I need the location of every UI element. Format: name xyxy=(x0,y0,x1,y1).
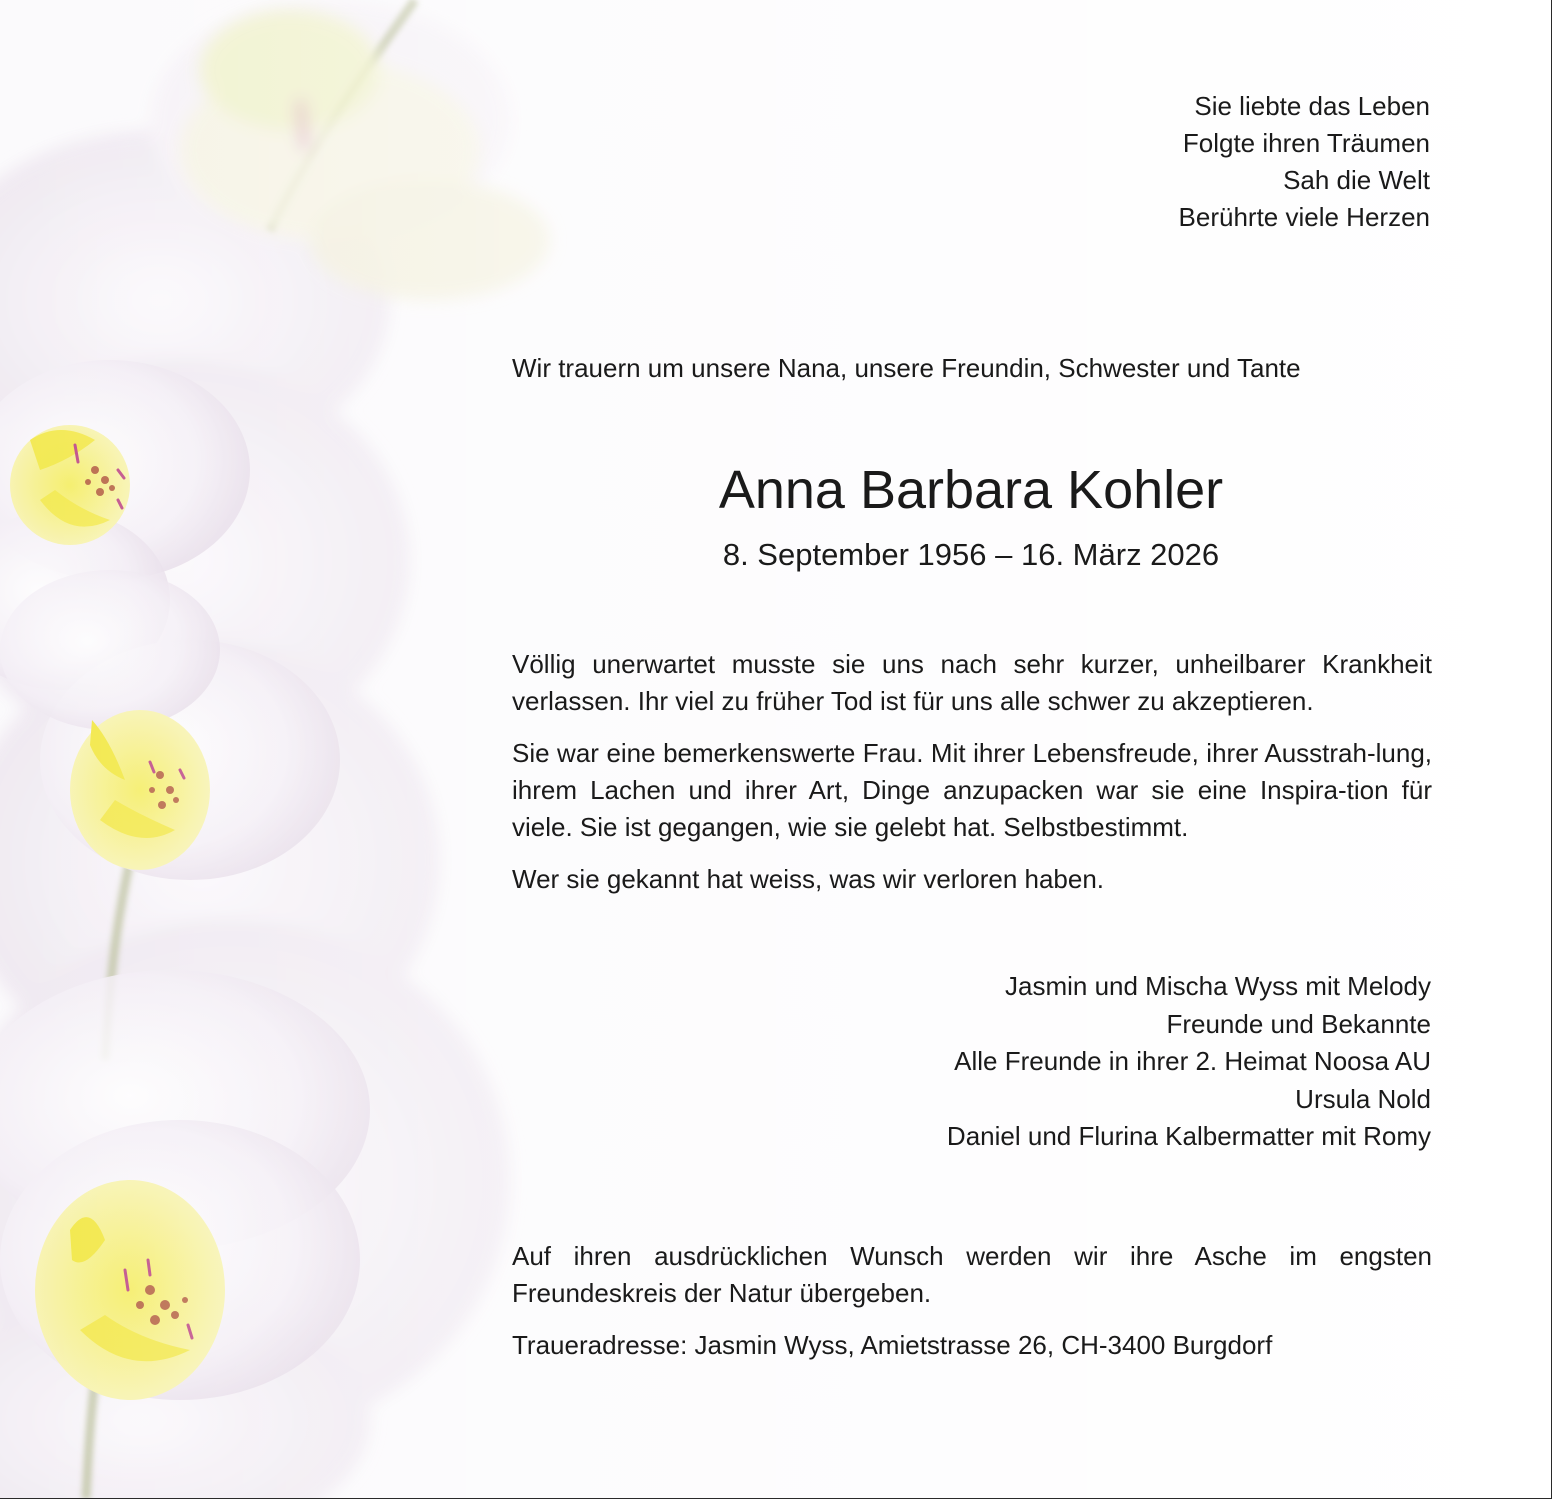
signers-list xyxy=(947,968,1431,1156)
signer: Alle Freunde in ihrer 2. Heimat Noosa AU xyxy=(954,1046,1431,1076)
signer: Ursula Nold xyxy=(1295,1083,1431,1114)
closing-notes xyxy=(512,1238,1432,1379)
poem-line: Sie liebte das Leben xyxy=(1194,91,1430,121)
poem xyxy=(1179,88,1430,236)
poem-line: Sah die Welt xyxy=(1283,165,1430,195)
life-dates: 8. September 1956 – 16. März 2026 xyxy=(722,537,1220,572)
funeral-wish: Auf ihren ausdrücklichen Wunsch werden wir ihre Asche im engsten Freundeskreis der Natur übergeben. xyxy=(512,1241,1432,1308)
paragraph: Wer sie gekannt hat weiss, was wir verloren haben. xyxy=(512,864,1105,894)
paragraph: Völlig unerwartet musste sie uns nach sehr kurzer, unheilbarer Krankheit verlassen. Ihr viel zu früher Tod ist für uns alle schwer zu akzeptieren. xyxy=(512,649,1432,716)
signer: Daniel und Flurina Kalbermatter mit Romy xyxy=(946,1121,1431,1151)
paragraph: Sie war eine bemerkenswerte Frau. Mit ihrer Lebensfreude, ihrer Ausstrah-lung, ihrem Lachen und ihrer Art, Dinge anzupacken war sie eine Inspira-tion für viele. Sie ist gegangen, wie sie gelebt hat. Selbstbestimmt. xyxy=(512,738,1432,842)
mourning-address: Traueradresse: Jasmin Wyss, Amietstrasse 26, CH-3400 Burgdorf xyxy=(512,1330,1273,1360)
signer: Jasmin und Mischa Wyss mit Melody xyxy=(1005,971,1431,1001)
poem-line: Folgte ihren Träumen xyxy=(1182,128,1430,158)
obituary-text xyxy=(512,646,1432,913)
deceased-name: Anna Barbara Kohler xyxy=(718,460,1224,520)
signer: Freunde und Bekannte xyxy=(1166,1008,1431,1039)
poem-line: Berührte viele Herzen xyxy=(1178,202,1430,232)
mourning-intro: Wir trauern um unsere Nana, unsere Freundin, Schwester und Tante xyxy=(512,353,1301,383)
